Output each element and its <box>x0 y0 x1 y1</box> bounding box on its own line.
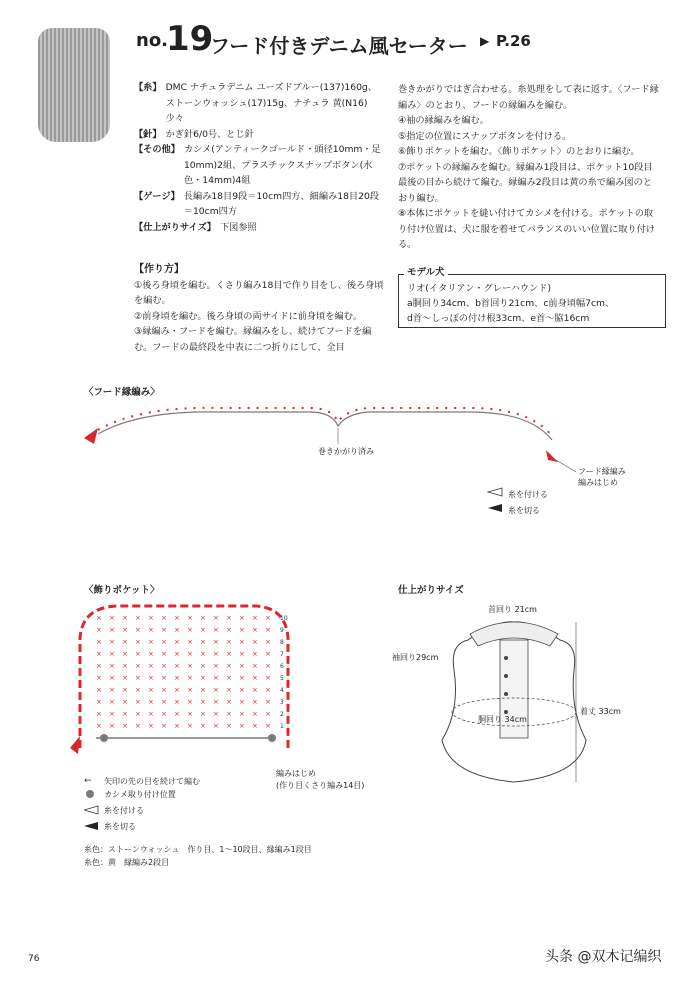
stitch-mark: × <box>239 686 245 694</box>
hood-label-seam: 巻きかがり済み <box>318 447 374 456</box>
stitch-mark: × <box>200 674 206 682</box>
snap-button-2 <box>504 674 508 678</box>
rivet-right <box>268 734 276 742</box>
stitch-mark: × <box>265 710 271 718</box>
row-label: 10 <box>280 615 288 622</box>
rivet-icon <box>86 790 94 798</box>
stitch-mark: × <box>174 674 180 682</box>
stitch-mark: × <box>226 614 232 622</box>
step-4: ④袖の縁編みを編む。 <box>398 115 489 126</box>
snap-button-1 <box>504 656 508 660</box>
row-label: 7 <box>280 651 284 658</box>
stitch-mark: × <box>200 710 206 718</box>
finished-size-diagram <box>430 600 600 800</box>
stitch-mark: × <box>122 626 128 634</box>
hood-edge-line <box>98 412 552 440</box>
material-size: 【仕上がりサイズ】 下図参照 <box>134 221 257 233</box>
stitch-mark: × <box>109 650 115 658</box>
pocket-start2: (作り目くさり編み14目) <box>276 781 365 790</box>
pocket-title: 〈飾りポケット〉 <box>84 585 160 596</box>
stitch-mark: × <box>213 722 219 730</box>
neck-label: 首回り 21cm <box>488 605 537 614</box>
triangle-right-icon: ▶ <box>480 34 490 48</box>
stitch-mark: × <box>252 722 258 730</box>
pocket-legend-attach: 糸を付ける <box>104 806 144 815</box>
stitch-mark: × <box>226 626 232 634</box>
stitch-mark: × <box>161 626 167 634</box>
stitch-mark: × <box>174 698 180 706</box>
stitch-mark: × <box>109 638 115 646</box>
stitch-mark: × <box>252 698 258 706</box>
stitch-mark: × <box>109 674 115 682</box>
finished-title: 仕上がりサイズ <box>398 585 464 596</box>
row-label: 8 <box>280 639 284 646</box>
row-label: 3 <box>280 699 284 706</box>
stitch-mark: × <box>213 710 219 718</box>
material-other: 【その他】 カシメ(アンティークゴールド・頭径10mm・足10mm)2組、プラスチックスナップボタン(水色・14mm)4組 <box>134 144 381 186</box>
step-6: ⑥飾りポケットを編む。〈飾りポケット〉のとおりに編む。 <box>398 146 640 157</box>
stitch-mark: × <box>213 638 219 646</box>
attach-yarn-icon <box>84 806 98 814</box>
pocket-start1: 編みはじめ <box>276 769 316 778</box>
stitch-mark: × <box>135 638 141 646</box>
stitch-mark: × <box>265 686 271 694</box>
stitch-mark: × <box>265 638 271 646</box>
stitch-mark: × <box>226 710 232 718</box>
stitch-mark: × <box>265 722 271 730</box>
stitch-mark: × <box>200 638 206 646</box>
stitch-mark: × <box>187 650 193 658</box>
step-5: ⑤指定の位置にスナップボタンを付ける。 <box>398 130 572 142</box>
stitch-mark: × <box>161 614 167 622</box>
step-7: ⑦ポケットの縁編みを編む。縁編み1段目は、ポケット10段目最後の目から続けて編む。縁編み2段目は黄の糸で編み図のとおり編む。 <box>398 161 653 204</box>
stitch-mark: × <box>148 662 154 670</box>
stitch-mark: × <box>252 614 258 622</box>
stitch-mark: × <box>239 626 245 634</box>
stitch-mark: × <box>96 722 102 730</box>
stitch-mark: × <box>122 674 128 682</box>
stitch-mark: × <box>161 674 167 682</box>
stitch-mark: × <box>122 638 128 646</box>
hood-edge-diagram <box>70 400 610 520</box>
stitch-mark: × <box>187 674 193 682</box>
stitch-mark: × <box>109 722 115 730</box>
rivet-left <box>100 734 108 742</box>
pocket-color-2: 糸色：黄 縁編み2段目 <box>84 858 170 867</box>
row-label: 6 <box>280 663 284 670</box>
stitch-mark: × <box>148 614 154 622</box>
stitch-mark: × <box>96 710 102 718</box>
pocket-color-1: 糸色：ストーンウォッシュ 作り目、1～10段目、縁編み1段目 <box>84 845 312 854</box>
row-label: 9 <box>280 627 284 634</box>
garment-photo <box>38 28 110 142</box>
step-8: ⑧本体にポケットを縫い付けてカシメを付ける。ポケットの取り付け位置は、犬に服を着せてバランスのいい位置に取り付ける。 <box>398 208 655 250</box>
step-2: ②前身頃を編む。後ろ身頃の両サイドに前身頃を編む。 <box>134 310 363 322</box>
stitch-mark: × <box>239 698 245 706</box>
stitch-mark: × <box>200 722 206 730</box>
stitch-mark: × <box>187 686 193 694</box>
title-no: no. <box>136 30 169 51</box>
stitch-mark: × <box>161 710 167 718</box>
stitch-mark: × <box>135 686 141 694</box>
stitch-mark: × <box>135 662 141 670</box>
stitch-mark: × <box>96 674 102 682</box>
stitch-mark: × <box>161 698 167 706</box>
stitch-mark: × <box>200 686 206 694</box>
stitch-mark: × <box>213 626 219 634</box>
stitch-mark: × <box>174 722 180 730</box>
step-3-cont: 巻きかがりではぎ合わせる。糸処理をして表に返す。〈フード縁編み〉のとおり、フードの縁編みを編む。 <box>398 84 659 111</box>
model-title: モデル犬 <box>404 264 448 278</box>
stitch-mark: × <box>161 662 167 670</box>
stitch-mark: × <box>265 650 271 658</box>
page-number: 76 <box>28 954 40 964</box>
pocket-chart <box>66 598 306 758</box>
stitch-mark: × <box>252 626 258 634</box>
model-dog-box <box>398 274 666 328</box>
stitch-mark: × <box>239 710 245 718</box>
stitch-mark: × <box>226 650 232 658</box>
stitch-mark: × <box>226 662 232 670</box>
stitch-mark: × <box>148 674 154 682</box>
stitch-mark: × <box>122 662 128 670</box>
stitch-mark: × <box>122 710 128 718</box>
row-label: 1 <box>280 723 284 730</box>
howto-title: 【作り方】 <box>134 264 184 275</box>
stitch-mark: × <box>135 722 141 730</box>
stitch-mark: × <box>200 614 206 622</box>
material-needle: 【針】 かぎ針6/0号、とじ針 <box>134 128 254 140</box>
hood-label-start1: フード縁編み <box>578 467 626 476</box>
cut-yarn-red-icon <box>84 428 98 444</box>
stitch-mark: × <box>239 674 245 682</box>
stitch-mark: × <box>239 662 245 670</box>
stitch-mark: × <box>174 650 180 658</box>
stitch-mark: × <box>135 674 141 682</box>
attach-yarn-icon <box>488 488 502 496</box>
stitch-mark: × <box>213 614 219 622</box>
dashed-arrow-icon: ← <box>84 776 92 786</box>
title-number: 19 <box>166 19 214 59</box>
page-title: フード付きデニム風セーター <box>210 34 468 58</box>
stitch-mark: × <box>187 722 193 730</box>
stitch-mark: × <box>213 674 219 682</box>
cut-yarn-icon <box>84 822 98 830</box>
step-1: ①後ろ身頃を編む。くさり編み18目で作り目をし、後ろ身頃を編む。 <box>134 279 384 306</box>
stitch-mark: × <box>187 710 193 718</box>
page-reference: P.26 <box>496 32 531 50</box>
row-label: 5 <box>280 675 284 682</box>
pocket-legend-icons <box>84 772 100 832</box>
pocket-legend-cut: 糸を切る <box>104 822 136 831</box>
stitch-mark: × <box>122 722 128 730</box>
stitch-mark: × <box>109 710 115 718</box>
stitch-mark: × <box>135 710 141 718</box>
stitch-mark: × <box>226 686 232 694</box>
length-label: 着丈 33cm <box>580 707 621 716</box>
body-label: 胴回り 34cm <box>478 715 527 724</box>
stitch-mark: × <box>96 626 102 634</box>
stitch-mark: × <box>148 650 154 658</box>
stitch-mark: × <box>213 686 219 694</box>
stitch-mark: × <box>200 662 206 670</box>
stitch-mark: × <box>96 662 102 670</box>
hood-label-start2: 編みはじめ <box>578 478 618 487</box>
hood-edge-title: 〈フード縁編み〉 <box>84 387 160 398</box>
stitch-mark: × <box>174 614 180 622</box>
stitch-mark: × <box>135 650 141 658</box>
stitch-mark: × <box>96 638 102 646</box>
stitch-mark: × <box>187 638 193 646</box>
stitch-mark: × <box>122 614 128 622</box>
stitch-mark: × <box>239 614 245 622</box>
stitch-mark: × <box>265 662 271 670</box>
watermark: 头条 @双木记编织 <box>545 949 662 965</box>
stitch-mark: × <box>109 614 115 622</box>
stitch-mark: × <box>252 710 258 718</box>
stitch-mark: × <box>109 698 115 706</box>
stitch-mark: × <box>239 638 245 646</box>
material-gauge: 【ゲージ】 長編み18目9段＝10cm四方、細編み18目20段＝10cm四方 <box>134 190 379 217</box>
stitch-mark: × <box>161 686 167 694</box>
step-3: ③縁編み・フードを編む。縁編みをし、続けてフードを編む。フードの最終段を中表に二つ折りにして、全目 <box>134 326 372 353</box>
stitch-mark: × <box>174 710 180 718</box>
model-name: リオ(イタリアン・グレーハウンド) <box>407 283 552 294</box>
pocket-stitch-grid <box>96 614 288 730</box>
stitch-mark: × <box>96 650 102 658</box>
stitch-mark: × <box>239 650 245 658</box>
stitch-mark: × <box>174 638 180 646</box>
stitch-mark: × <box>252 650 258 658</box>
stitch-mark: × <box>109 626 115 634</box>
stitch-mark: × <box>161 722 167 730</box>
stitch-mark: × <box>174 662 180 670</box>
stitch-mark: × <box>226 722 232 730</box>
stitch-mark: × <box>226 698 232 706</box>
stitch-mark: × <box>96 686 102 694</box>
start-leader <box>556 460 576 472</box>
model-measure-1: a胴回り34cm、b首回り21cm、c前身頃幅7cm、 <box>407 298 615 309</box>
stitch-mark: × <box>122 698 128 706</box>
stitch-mark: × <box>265 698 271 706</box>
stitch-mark: × <box>109 662 115 670</box>
stitch-mark: × <box>161 638 167 646</box>
stitch-mark: × <box>187 626 193 634</box>
row-label: 4 <box>280 687 284 694</box>
stitch-mark: × <box>187 614 193 622</box>
stitch-mark: × <box>252 674 258 682</box>
stitch-mark: × <box>200 698 206 706</box>
legend-attach: 糸を付ける <box>508 490 548 499</box>
stitch-mark: × <box>265 674 271 682</box>
material-yarn: 【糸】 DMC ナチュラデニム ユーズドブルー(137)160g、ストーンウォッシュ(17)15g、ナチュラ 黄(N16)少々 <box>134 82 377 124</box>
stitch-mark: × <box>265 614 271 622</box>
stitch-mark: × <box>96 614 102 622</box>
stitch-mark: × <box>174 626 180 634</box>
stitch-mark: × <box>148 686 154 694</box>
steps-right <box>398 82 660 253</box>
legend-cut: 糸を切る <box>508 506 540 515</box>
steps-left <box>134 262 386 355</box>
stitch-mark: × <box>148 626 154 634</box>
stitch-mark: × <box>135 626 141 634</box>
stitch-mark: × <box>187 662 193 670</box>
stitch-mark: × <box>122 650 128 658</box>
stitch-mark: × <box>148 698 154 706</box>
stitch-mark: × <box>226 674 232 682</box>
stitch-mark: × <box>252 638 258 646</box>
stitch-mark: × <box>187 698 193 706</box>
cut-yarn-red-icon <box>70 736 80 754</box>
stitch-mark: × <box>174 686 180 694</box>
cut-yarn-icon <box>488 504 502 512</box>
stitch-mark: × <box>213 698 219 706</box>
stitch-mark: × <box>226 638 232 646</box>
pocket-legend-rivet: カシメ取り付け位置 <box>104 790 176 799</box>
materials-list <box>134 80 384 235</box>
stitch-mark: × <box>265 626 271 634</box>
stitch-mark: × <box>148 722 154 730</box>
stitch-mark: × <box>200 650 206 658</box>
stitch-mark: × <box>96 698 102 706</box>
stitch-mark: × <box>109 686 115 694</box>
sleeve-label: 袖回り29cm <box>392 653 439 662</box>
stitch-mark: × <box>135 614 141 622</box>
snap-button-3 <box>504 692 508 696</box>
stitch-mark: × <box>161 650 167 658</box>
stitch-mark: × <box>213 650 219 658</box>
stitch-mark: × <box>252 662 258 670</box>
stitch-mark: × <box>122 686 128 694</box>
stitch-mark: × <box>213 662 219 670</box>
stitch-mark: × <box>135 698 141 706</box>
model-measure-2: d首～しっぽの付け根33cm、e首～脇16cm <box>407 313 590 324</box>
row-label: 2 <box>280 711 284 718</box>
pocket-legend-arrow: 矢印の先の目を続けて編む <box>104 777 200 786</box>
stitch-mark: × <box>148 638 154 646</box>
stitch-mark: × <box>239 722 245 730</box>
stitch-mark: × <box>148 710 154 718</box>
stitch-mark: × <box>252 686 258 694</box>
stitch-mark: × <box>200 626 206 634</box>
